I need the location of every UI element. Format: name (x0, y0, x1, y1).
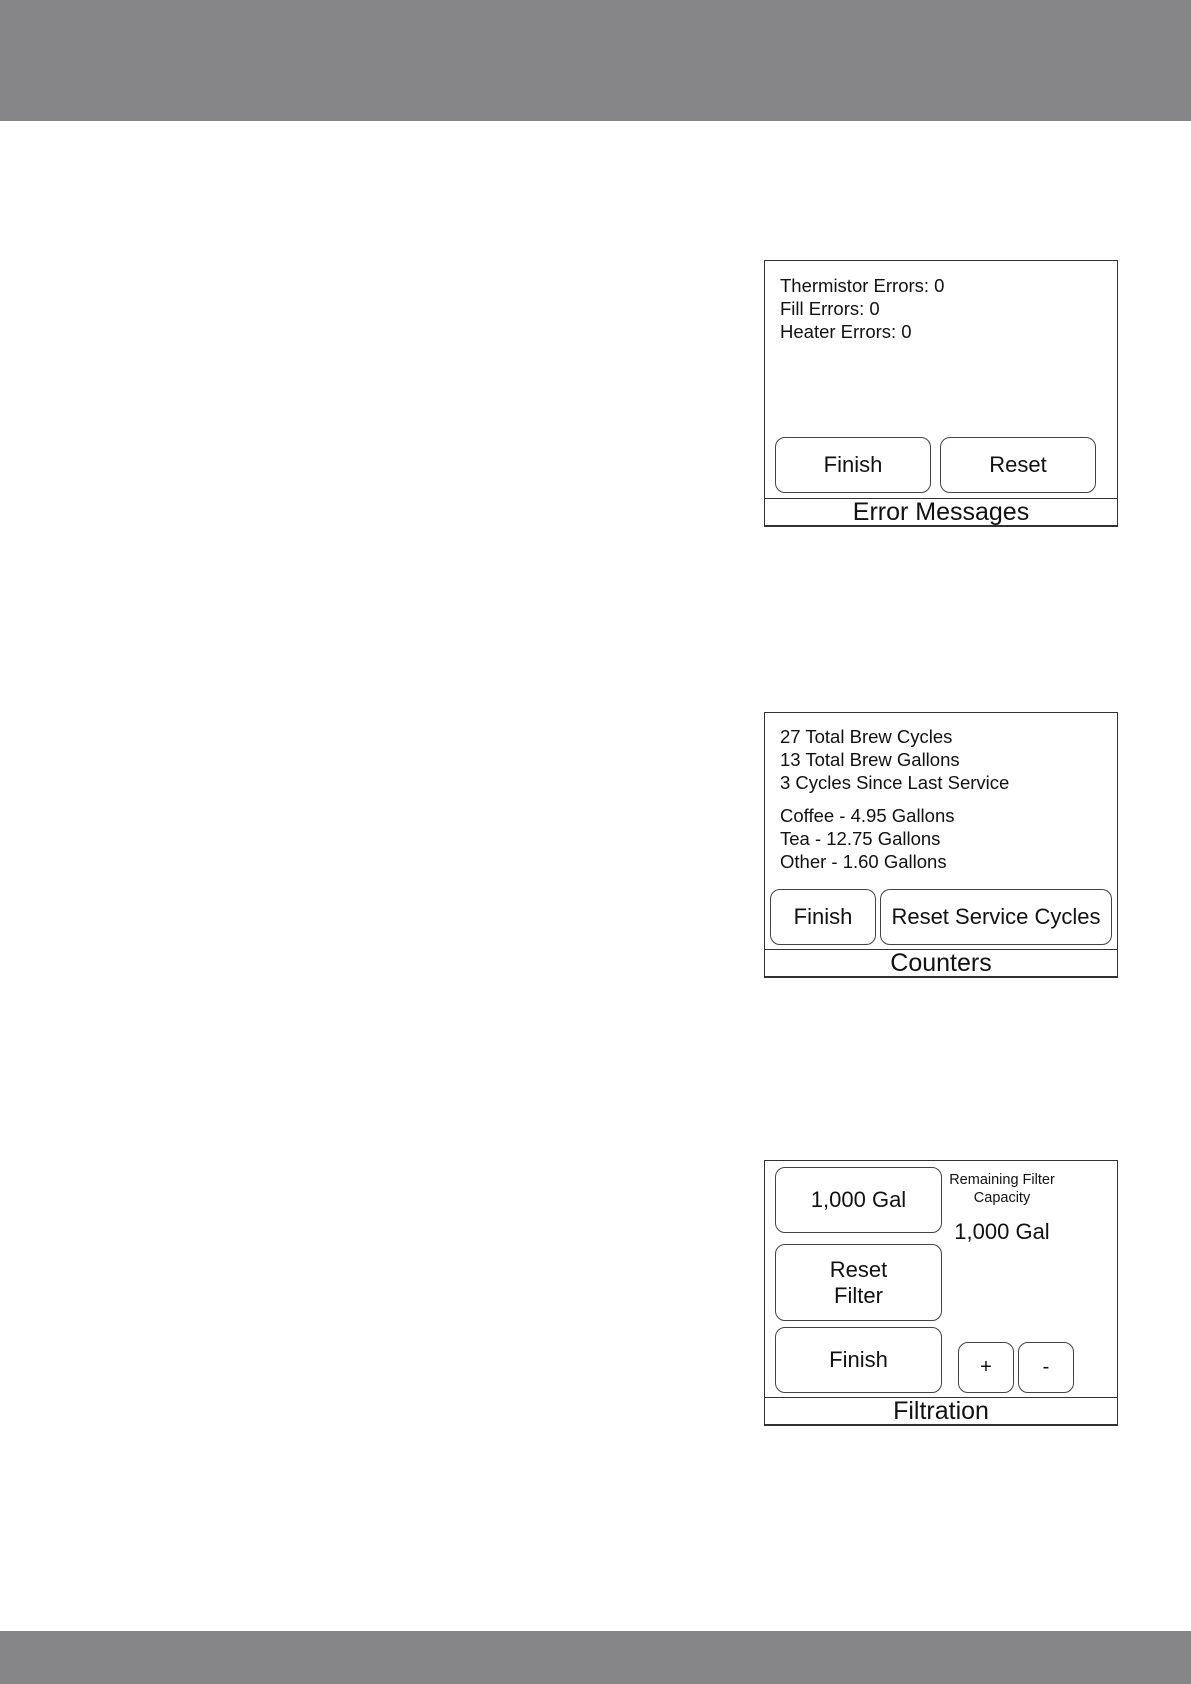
finish-button[interactable] (770, 889, 876, 945)
error-counts (780, 274, 944, 343)
minus-icon: - (1042, 1356, 1050, 1378)
error-messages-panel (764, 260, 1118, 527)
filtration-panel (764, 1160, 1118, 1426)
remaining-label-line1: Remaining Filter (949, 1172, 1055, 1188)
cycle-counts (780, 725, 1009, 794)
panel-title: Error Messages (765, 498, 1117, 526)
panel-title: Counters (765, 949, 1117, 977)
remaining-filter-capacity-value: 1,000 Gal (954, 1219, 1050, 1244)
increase-button[interactable] (958, 1342, 1014, 1393)
heater-errors-text: Heater Errors: 0 (780, 321, 912, 342)
other-gallons-text: Other - 1.60 Gallons (780, 851, 947, 872)
finish-button[interactable] (775, 437, 931, 493)
finish-button-label: Finish (829, 1347, 888, 1372)
counters-panel (764, 712, 1118, 978)
reset-filter-button[interactable] (775, 1244, 942, 1321)
finish-button-label: Finish (823, 452, 883, 477)
finish-button[interactable] (775, 1327, 942, 1393)
bottom-band (0, 1631, 1191, 1684)
cycles-since-service-text: 3 Cycles Since Last Service (780, 772, 1010, 793)
reset-filter-label-line1: Reset (829, 1256, 888, 1282)
reset-button-label: Reset (989, 452, 1047, 477)
panel-title: Filtration (765, 1397, 1117, 1425)
remaining-filter-capacity-label (945, 1171, 1059, 1207)
reset-filter-label-line2: Filter (834, 1282, 883, 1308)
gallon-breakdown (780, 804, 955, 873)
decrease-button[interactable] (1018, 1342, 1074, 1393)
reset-service-cycles-label: Reset Service Cycles (891, 904, 1101, 929)
fill-errors-text: Fill Errors: 0 (780, 298, 880, 319)
filter-capacity-button[interactable] (775, 1167, 942, 1233)
coffee-gallons-text: Coffee - 4.95 Gallons (780, 805, 955, 826)
reset-service-cycles-button[interactable] (880, 889, 1112, 945)
finish-button-label: Finish (793, 904, 853, 929)
filter-capacity-label: 1,000 Gal (810, 1187, 907, 1212)
remaining-label-line2: Capacity (973, 1190, 1031, 1206)
top-band (0, 0, 1191, 121)
reset-button[interactable] (940, 437, 1096, 493)
total-brew-gallons-text: 13 Total Brew Gallons (780, 749, 960, 770)
thermistor-errors-text: Thermistor Errors: 0 (780, 275, 945, 296)
plus-icon: + (980, 1356, 992, 1378)
tea-gallons-text: Tea - 12.75 Gallons (780, 828, 941, 849)
total-brew-cycles-text: 27 Total Brew Cycles (780, 726, 953, 747)
